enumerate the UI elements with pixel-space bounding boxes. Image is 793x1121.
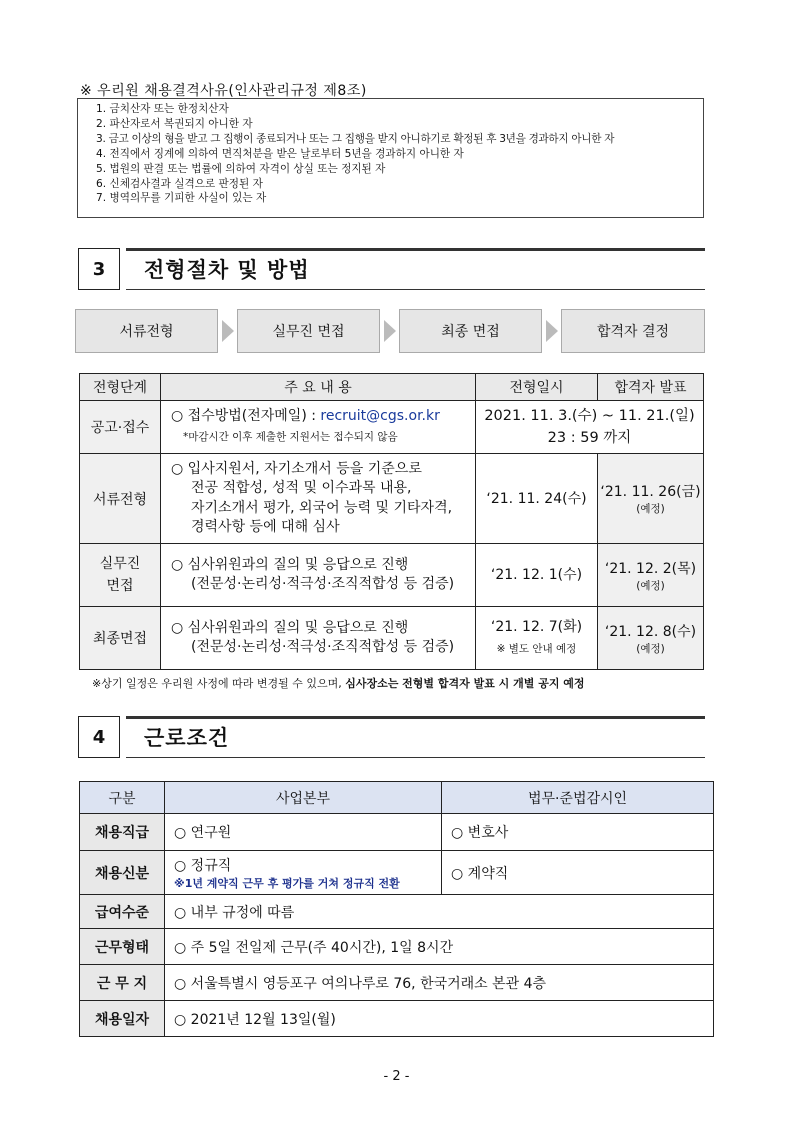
result-date: ‘21. 12. 2(목)	[604, 560, 697, 577]
deadline-note: *마감시간 이후 제출한 지원서는 접수되지 않음	[183, 430, 398, 443]
section-number: 3	[78, 248, 120, 290]
content-line: ○ 심사위원과의 질의 및 응답으로 진행	[171, 619, 409, 636]
content-line: (전문성·논리성·적극성·조직적합성 등 검증)	[191, 576, 455, 592]
result-note: (예정)	[636, 642, 665, 655]
process-step: 실무진 면접	[237, 309, 380, 353]
content-line: (전문성·논리성·적극성·조직적합성 등 검증)	[191, 639, 455, 655]
divider	[126, 757, 705, 758]
row-label: 급여수준	[80, 895, 165, 929]
list-item: 5. 법원의 판결 또는 법률에 의하여 자격이 상실 또는 정지된 자	[96, 162, 386, 175]
process-step: 합격자 결정	[561, 309, 705, 353]
content-cell	[161, 401, 476, 454]
process-step: 서류전형	[75, 309, 218, 353]
content-line: 전공 적합성, 성적 및 이수과목 내용,	[191, 480, 412, 496]
content-cell	[161, 607, 476, 670]
table-row	[80, 1001, 714, 1037]
divider	[126, 716, 705, 719]
conversion-note: ※1년 계약직 근무 후 평가를 거쳐 정규직 전환	[174, 876, 400, 890]
result-date: ‘21. 12. 8(수)	[604, 623, 697, 640]
page-number: - 2 -	[383, 1069, 410, 1084]
table-row	[80, 607, 704, 670]
section-4-header	[78, 716, 705, 762]
working-conditions-table	[79, 781, 714, 1037]
value-cell: ○ 2021년 12월 13일(월)	[165, 1001, 714, 1037]
content-cell	[161, 454, 476, 544]
divider	[126, 248, 705, 251]
list-item: 6. 신체검사결과 실격으로 판정된 자	[96, 177, 263, 190]
stage-text: 실무진	[99, 556, 141, 572]
date-cell: ‘21. 12. 1(수)	[476, 544, 598, 607]
list-item: 7. 병역의무를 기피한 사실이 있는 자	[96, 192, 267, 205]
disqualification-list	[77, 98, 704, 218]
value-cell: ○ 연구원	[165, 814, 442, 851]
stage-cell	[80, 544, 161, 607]
content-line: 자기소개서 평가, 외국어 능력 및 기타자격,	[191, 499, 453, 516]
footnote-bold-text: 심사장소는 전형별 합격자 발표 시 개별 공지 예정	[345, 677, 585, 690]
result-date: ‘21. 11. 26(금)	[600, 484, 701, 500]
table-row	[80, 814, 714, 851]
content-line: 경력사항 등에 대해 심사	[191, 519, 340, 535]
row-label: 채용일자	[80, 1001, 165, 1037]
column-header: 사업본부	[165, 782, 442, 814]
value-cell: ○ 주 5일 전일제 근무(주 40시간), 1일 8시간	[165, 929, 714, 965]
disqualification-title: ※ 우리원 채용결격사유(인사관리규정 제8조)	[80, 83, 367, 99]
value-text: ○ 정규직	[174, 857, 232, 874]
table-header-row	[80, 374, 704, 401]
section-title: 근로조건	[144, 726, 230, 750]
result-cell	[598, 607, 704, 670]
process-step: 최종 면접	[399, 309, 542, 353]
row-label: 채용신분	[80, 851, 165, 895]
date-text: ‘21. 12. 7(화)	[490, 619, 583, 635]
result-cell	[598, 544, 704, 607]
table-row	[80, 401, 704, 454]
table-row	[80, 895, 714, 929]
schedule-footnote	[92, 675, 585, 691]
column-header: 전형단계	[80, 374, 161, 401]
section-3-header	[78, 248, 705, 294]
value-cell	[165, 851, 442, 895]
column-header: 법무·준법감시인	[442, 782, 714, 814]
content-line: ○ 입사지원서, 자기소개서 등을 기준으로	[171, 460, 422, 477]
table-header-row	[80, 782, 714, 814]
value-cell: ○ 서울특별시 영등포구 여의나루로 76, 한국거래소 본관 4층	[165, 965, 714, 1001]
column-header: 합격자 발표	[598, 374, 704, 401]
footnote-text: ※상기 일정은 우리원 사정에 따라 변경될 수 있으며,	[92, 677, 346, 690]
divider	[126, 289, 705, 290]
email-link[interactable]: recruit@cgs.or.kr	[320, 408, 440, 424]
list-item: 3. 금고 이상의 형을 받고 그 집행이 종료되거나 또는 그 집행을 받지 아니하기로 확정된 후 3년을 경과하지 아니한 자	[96, 132, 615, 145]
stage-cell: 서류전형	[80, 454, 161, 544]
list-item: 2. 파산자로서 복권되지 아니한 자	[96, 117, 253, 130]
column-header: 구분	[80, 782, 165, 814]
arrow-right-icon	[546, 320, 558, 342]
table-row	[80, 851, 714, 895]
value-cell: ○ 계약직	[442, 851, 714, 895]
table-row	[80, 929, 714, 965]
row-label: 근무형태	[80, 929, 165, 965]
stage-cell: 최종면접	[80, 607, 161, 670]
arrow-right-icon	[384, 320, 396, 342]
result-note: (예정)	[636, 579, 665, 592]
table-row	[80, 965, 714, 1001]
arrow-right-icon	[222, 320, 234, 342]
result-cell	[598, 454, 704, 544]
section-title: 전형절차 및 방법	[144, 258, 310, 282]
date-cell	[476, 401, 704, 454]
date-cell	[476, 607, 598, 670]
selection-process-table	[79, 373, 704, 670]
table-row	[80, 544, 704, 607]
date-deadline: 23 : 59 까지	[547, 430, 632, 446]
table-row	[80, 454, 704, 544]
stage-text: 면접	[106, 578, 134, 594]
value-cell: ○ 변호사	[442, 814, 714, 851]
row-label: 채용직급	[80, 814, 165, 851]
stage-cell: 공고·접수	[80, 401, 161, 454]
result-note: (예정)	[636, 503, 665, 515]
value-cell: ○ 내부 규정에 따름	[165, 895, 714, 929]
list-item: 1. 금치산자 또는 한정치산자	[96, 103, 229, 115]
date-cell: ‘21. 11. 24(수)	[476, 454, 598, 544]
content-cell	[161, 544, 476, 607]
date-range: 2021. 11. 3.(수) ~ 11. 21.(일)	[484, 408, 695, 424]
column-header: 전형일시	[476, 374, 598, 401]
row-label: 근 무 지	[80, 965, 165, 1001]
list-item: 4. 전직에서 징계에 의하여 면직처분을 받은 날로부터 5년을 경과하지 아니한 자	[96, 147, 464, 160]
column-header: 주 요 내 용	[161, 374, 476, 401]
date-note: ※ 별도 안내 예정	[496, 643, 577, 655]
section-number: 4	[78, 716, 120, 758]
content-line: ○ 심사위원과의 질의 및 응답으로 진행	[171, 556, 409, 573]
content-text: ○ 접수방법(전자메일) :	[171, 408, 321, 424]
